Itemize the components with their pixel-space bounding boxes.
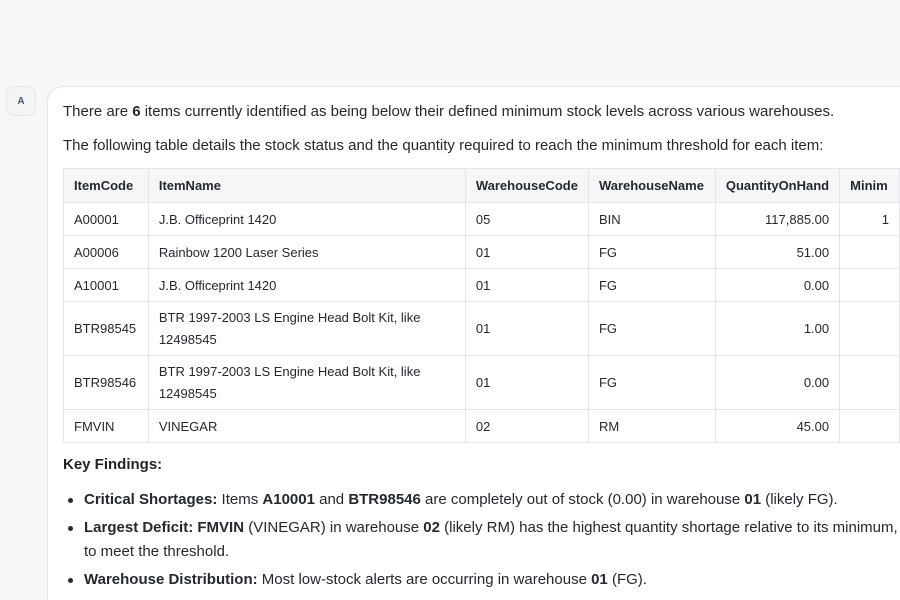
cell-quantity: 51.00 [715, 236, 839, 269]
cell-itemcode: A10001 [64, 269, 149, 302]
itemname-line2: 12498545 [158, 331, 217, 347]
finding-largest-deficit [63, 516, 900, 564]
finding-warehouse-distribution [63, 568, 900, 592]
cell-itemname [148, 302, 465, 356]
low-stock-table [63, 168, 900, 443]
cell-itemname: J.B. Officeprint 1420 [148, 203, 465, 236]
finding-text: (likely FG). [761, 491, 838, 508]
finding-text: and [314, 491, 349, 508]
finding-label: Largest Deficit: [84, 519, 194, 536]
table-row [64, 203, 900, 236]
col-header-quantityonhand: QuantityOnHand [715, 169, 839, 203]
table-header-row [64, 169, 900, 203]
col-header-minimum: Minim [840, 169, 900, 203]
itemname-line1: BTR 1997-2003 LS Engine Head Bolt Kit, like [158, 309, 421, 325]
cell-itemname: VINEGAR [148, 410, 465, 443]
cell-itemcode: BTR98545 [64, 302, 149, 356]
itemname-line1: BTR 1997-2003 LS Engine Head Bolt Kit, like [158, 363, 421, 379]
col-header-warehousecode: WarehouseCode [465, 169, 588, 203]
cell-itemcode: A00006 [64, 236, 149, 269]
cell-itemname: J.B. Officeprint 1420 [148, 269, 465, 302]
col-header-warehousename: WarehouseName [588, 169, 715, 203]
itemname-line2: 12498545 [158, 385, 217, 401]
cell-warehousename: FG [588, 236, 715, 269]
table-row [64, 236, 900, 269]
finding-item: BTR98546 [348, 491, 421, 508]
cell-warehousecode: 01 [465, 269, 588, 302]
cell-warehousename: FG [588, 356, 715, 410]
cell-minimum [840, 356, 900, 410]
finding-text: (likely RM) has the highest quantity shortage relative to its minimum, [439, 519, 898, 536]
intro-count: 6 [132, 103, 141, 120]
cell-itemname: Rainbow 1200 Laser Series [148, 236, 465, 269]
intro-post: items currently identified as being below their defined minimum stock levels across various warehouses. [140, 103, 835, 120]
table-row [64, 356, 900, 410]
cell-quantity: 0.00 [715, 269, 839, 302]
cell-minimum [840, 269, 900, 302]
cell-warehousecode: 01 [465, 356, 588, 410]
finding-text: Items [217, 491, 263, 508]
cell-minimum [840, 236, 900, 269]
col-header-itemcode: ItemCode [64, 169, 149, 203]
cell-warehousename: FG [588, 269, 715, 302]
finding-label: Warehouse Distribution: [84, 571, 258, 588]
cell-quantity: 0.00 [715, 356, 839, 410]
cell-minimum [840, 302, 900, 356]
cell-itemcode: FMVIN [64, 410, 149, 443]
avatar-initial: A [17, 95, 25, 107]
table-row [64, 302, 900, 356]
cell-itemcode: BTR98546 [64, 356, 149, 410]
key-findings-heading: Key Findings: [63, 456, 163, 473]
finding-item: A10001 [262, 491, 315, 508]
finding-warehouse: 01 [591, 571, 608, 588]
finding-text-continued: to meet the threshold. [84, 543, 230, 560]
cell-warehousename: FG [588, 302, 715, 356]
finding-text: (VINEGAR) in warehouse [244, 519, 424, 536]
finding-critical-shortages [63, 488, 900, 512]
cell-quantity: 45.00 [715, 410, 839, 443]
cell-warehousename: BIN [588, 203, 715, 236]
cell-warehousecode: 02 [465, 410, 588, 443]
cell-warehousename: RM [588, 410, 715, 443]
intro-pre: There are [63, 103, 133, 120]
table-row [64, 410, 900, 443]
finding-text: Most low-stock alerts are occurring in warehouse [257, 571, 592, 588]
key-findings-list [63, 488, 900, 596]
intro-text [63, 102, 834, 122]
cell-quantity: 117,885.00 [715, 203, 839, 236]
cell-warehousecode: 01 [465, 236, 588, 269]
finding-warehouse: 01 [744, 491, 762, 508]
cell-minimum: 1 [840, 203, 900, 236]
finding-text: (FG). [607, 571, 647, 588]
cell-minimum [840, 410, 900, 443]
cell-itemcode: A00001 [64, 203, 149, 236]
finding-label: Critical Shortages: [84, 491, 218, 508]
finding-text: are completely out of stock (0.00) in warehouse [420, 491, 745, 508]
table-row [64, 269, 900, 302]
table-intro-text: The following table details the stock status and the quantity required to reach the minimum threshold for each item: [63, 137, 824, 154]
cell-quantity: 1.00 [715, 302, 839, 356]
finding-item: FMVIN [197, 519, 245, 536]
finding-warehouse: 02 [423, 519, 440, 536]
col-header-itemname: ItemName [148, 169, 465, 203]
cell-warehousecode: 05 [465, 203, 588, 236]
assistant-avatar [6, 86, 36, 116]
cell-warehousecode: 01 [465, 302, 588, 356]
cell-itemname [148, 356, 465, 410]
